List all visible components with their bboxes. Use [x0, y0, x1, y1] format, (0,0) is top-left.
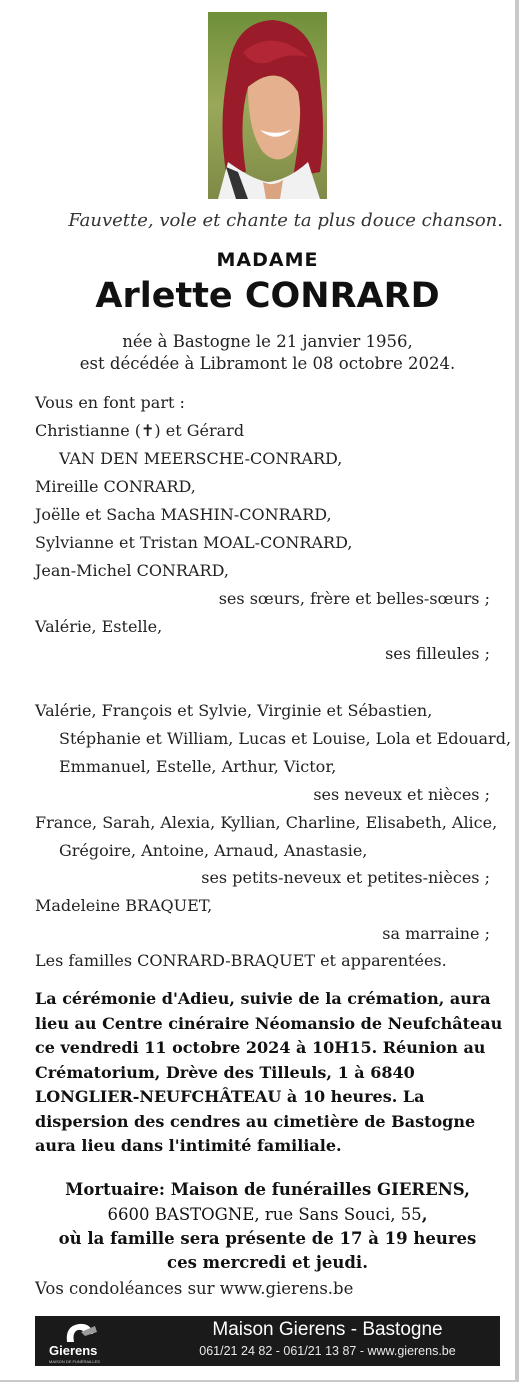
- family-line: Valérie, Estelle,: [35, 617, 163, 636]
- visiting-days: ces mercredi et jeudi.: [167, 1253, 368, 1272]
- funeral-home-banner: [35, 1316, 500, 1366]
- family-line: VAN DEN MEERSCHE-CONRARD,: [59, 449, 343, 468]
- family-line: Mireille CONRARD,: [35, 477, 196, 496]
- cross-icon: ✝: [141, 421, 155, 440]
- relation-label: ses filleules ;: [385, 644, 490, 663]
- funeral-home-contact: 061/21 24 82 - 061/21 13 87 - www.gierens.be: [199, 1344, 456, 1358]
- family-line: Christianne (✝) et Gérard: [35, 421, 245, 440]
- visiting-hours: où la famille sera présente de 17 à 19 heures: [58, 1229, 477, 1248]
- birth-line: née à Bastogne le 21 janvier 1956,: [122, 332, 413, 351]
- family-line: Emmanuel, Estelle, Arthur, Victor,: [59, 757, 337, 776]
- family-line: Jean-Michel CONRARD,: [35, 561, 229, 580]
- family-line: Joëlle et Sacha MASHIN-CONRARD,: [35, 505, 332, 524]
- relation-label: sa marraine ;: [382, 924, 490, 943]
- logo-subtitle: MAISON DE FUNÉRAILLES: [49, 1359, 100, 1364]
- honorific-title: MADAME: [216, 249, 319, 271]
- condolences-link[interactable]: Vos condoléances sur www.gierens.be: [35, 1279, 354, 1298]
- mortuary-address: 6600 BASTOGNE, rue Sans Souci, 55,: [107, 1205, 428, 1224]
- family-intro: Vous en font part :: [35, 393, 185, 412]
- family-line: Sylvianne et Tristan MOAL-CONRARD,: [35, 533, 353, 552]
- relation-label: ses petits-neveux et petites-nièces ;: [201, 868, 490, 887]
- logo-wordmark: Gierens: [49, 1343, 98, 1358]
- epitaph-quote: Fauvette, vole et chante ta plus douce chanson.: [68, 210, 503, 231]
- family-line: Les familles CONRARD-BRAQUET et apparentées.: [35, 951, 447, 970]
- relation-label: ses neveux et nièces ;: [313, 785, 490, 804]
- family-line: Valérie, François et Sylvie, Virginie et Sébastien,: [35, 701, 433, 720]
- deceased-name: Arlette CONRARD: [95, 276, 440, 316]
- ceremony-details: La cérémonie d'Adieu, suivie de la crémation, aura lieu au Centre cinéraire Néomansio de Neufchâteau ce vendredi 11 octobre 2024 à 10H15. Réunion au Crématorium, Drève des Tilleuls, 1 à 6840 LONGLIER-NEUFCHÂTEAU à 10 heures. La dispersion des cendres au cimetière de Bastogne aura lieu dans l'intimité familiale.: [35, 989, 503, 1155]
- mortuary-name: Mortuaire: Maison de funérailles GIERENS,: [65, 1180, 470, 1199]
- family-line: Stéphanie et William, Lucas et Louise, Lola et Edouard,: [59, 729, 512, 748]
- funeral-home-name: Maison Gierens - Bastogne: [212, 1319, 443, 1340]
- birth-death-info: [0, 331, 525, 375]
- gierens-logo: [41, 1320, 121, 1362]
- portrait-photo: [208, 12, 327, 199]
- family-line: Grégoire, Antoine, Arnaud, Anastasie,: [59, 841, 368, 860]
- relation-label: ses sœurs, frère et belles-sœurs ;: [218, 589, 490, 608]
- family-line: France, Sarah, Alexia, Kyllian, Charline, Elisabeth, Alice,: [35, 813, 498, 832]
- family-line: Madeleine BRAQUET,: [35, 896, 213, 915]
- death-line: est décédée à Libramont le 08 octobre 2024.: [79, 354, 456, 373]
